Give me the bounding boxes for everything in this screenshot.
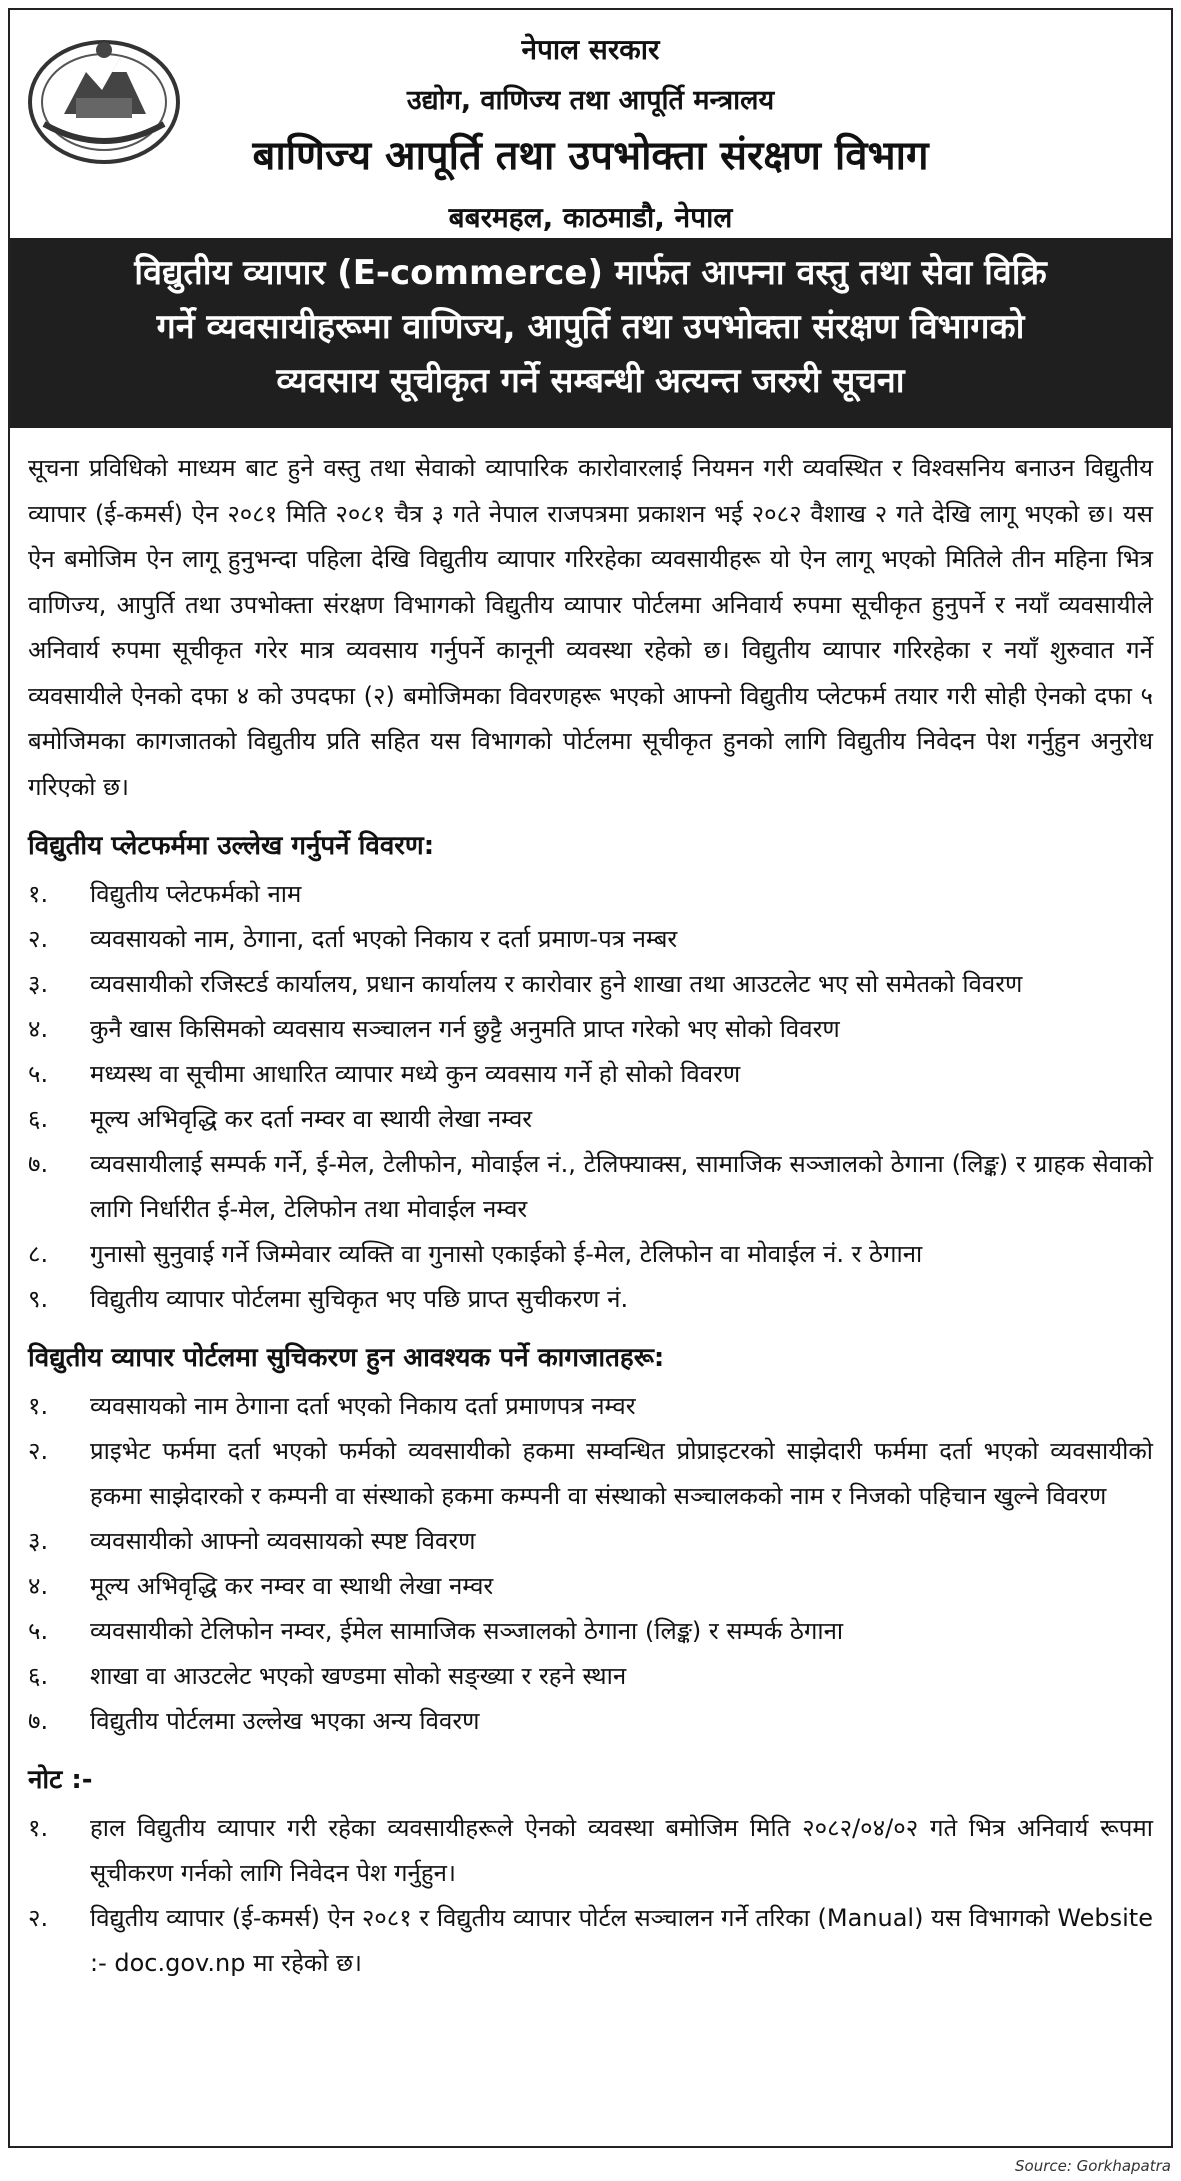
- ministry-name: उद्योग, वाणिज्य तथा आपूर्ति मन्त्रालय: [406, 85, 775, 116]
- item-number: ८.: [28, 1240, 49, 1268]
- item-text: व्यवसायको नाम, ठेगाना, दर्ता भएको निकाय र दर्ता प्रमाण-पत्र नम्बर: [90, 925, 678, 953]
- item-number: ४.: [28, 1015, 49, 1043]
- item-number: ४.: [28, 1572, 49, 1600]
- item-text: व्यवसायीलाई सम्पर्क गर्ने, ई-मेल, टेलीफोन, मोवाईल नं., टेलिफ्याक्स, सामाजिक सञ्जालको ठेगाना (लिङ्क) र ग्राहक सेवाको लागि निर्धारीत ई-मेल, टेलिफोन तथा मोवाईल नम्वर: [90, 1150, 1153, 1223]
- list-item: [28, 962, 1153, 1007]
- item-number: ६.: [28, 1105, 49, 1133]
- item-text: हाल विद्युतीय व्यापार गरी रहेका व्यवसायीहरूले ऐनको व्यवस्था बमोजिम मिति २०८२/०४/०२ गते भित्र अनिवार्य रूपमा सूचीकरण गर्नको लागि निवेदन पेश गर्नुहुन।: [90, 1814, 1153, 1887]
- banner-line: विद्युतीय व्यापार (E-commerce) मार्फत आफ्ना वस्तु तथा सेवा विक्रि: [134, 253, 1047, 293]
- item-text: व्यवसायीको रजिस्टर्ड कार्यालय, प्रधान कार्यालय र कारोवार हुने शाखा तथा आउटलेट भए सो समेतको विवरण: [90, 970, 1023, 998]
- department-address: बबरमहल, काठमाडौ, नेपाल: [448, 201, 733, 234]
- list-item: [28, 1232, 1153, 1277]
- list-item: [28, 1519, 1153, 1564]
- notice-frame: [8, 8, 1173, 2148]
- item-number: ७.: [28, 1150, 49, 1178]
- item-text: कुनै खास किसिमको व्यवसाय सञ्चालन गर्न छुट्टै अनुमति प्राप्त गरेको भए सोको विवरण: [90, 1015, 840, 1043]
- item-text: व्यवसायको नाम ठेगाना दर्ता भएको निकाय दर्ता प्रमाणपत्र नम्वर: [90, 1392, 636, 1420]
- item-text: विद्युतीय पोर्टलमा उल्लेख भएका अन्य विवरण: [90, 1707, 480, 1735]
- item-number: १.: [28, 1814, 49, 1842]
- list-item: [28, 1097, 1153, 1142]
- notice-body: [10, 428, 1171, 1986]
- list-item: [28, 1654, 1153, 1699]
- item-text: व्यवसायीको आफ्नो व्यवसायको स्पष्ट विवरण: [90, 1527, 476, 1555]
- item-number: १.: [28, 1392, 49, 1420]
- list-item: [28, 1384, 1153, 1429]
- list-item: [28, 1277, 1153, 1322]
- item-text: मूल्य अभिवृद्धि कर दर्ता नम्वर वा स्थायी लेखा नम्वर: [90, 1105, 533, 1133]
- intro-paragraph: सूचना प्रविधिको माध्यम बाट हुने वस्तु तथा सेवाको व्यापारिक कारोवारलाई नियमन गरी व्यवस्थित र विश्वसनिय बनाउन विद्युतीय व्यापार (ई-कमर्स) ऐन २०८१ मिति २०८१ चैत्र ३ गते नेपाल राजपत्रमा प्रकाशन भई २०८२ वैशाख २ गते देखि लागू भएको छ। यस ऐन बमोजिम ऐन लागू हुनुभन्दा पहिला देखि विद्युतीय व्यापार गरिरहेका व्यवसायीहरू यो ऐन लागू भएको मितिले तीन महिना भित्र वाणिज्य, आपुर्ति तथा उपभोक्ता संरक्षण विभागको विद्युतीय व्यापार पोर्टलमा अनिवार्य रुपमा सूचीकृत हुनुपर्ने र नयाँ व्यवसायीले अनिवार्य रुपमा सूचीकृत गरेर मात्र व्यवसाय गर्नुपर्ने कानूनी व्यवस्था रहेको छ। विद्युतीय व्यापार गरिरहेका र नयाँ शुरुवात गर्ने व्यवसायीले ऐनको दफा ४ को उपदफा (२) बमोजिमका विवरणहरू भएको आफ्नो विद्युतीय प्लेटफर्म तयार गरी सोही ऐनको दफा ५ बमोजिमका कागजातको विद्युतीय प्रति सहित यस विभागको पोर्टलमा सूचीकृत हुनको लागि विद्युतीय निवेदन पेश गर्नुहुन अनुरोध गरिएको छ।: [28, 454, 1153, 801]
- section1-list: [28, 872, 1153, 1322]
- item-number: ९.: [28, 1285, 49, 1313]
- list-item: [28, 1564, 1153, 1609]
- list-item: [28, 1007, 1153, 1052]
- note-title: नोट :-: [28, 1765, 93, 1795]
- notice-header: [10, 10, 1171, 238]
- list-item: [28, 1699, 1153, 1744]
- item-number: ७.: [28, 1707, 49, 1735]
- note-list: [28, 1806, 1153, 1986]
- item-number: ५.: [28, 1617, 49, 1645]
- government-name: नेपाल सरकार: [521, 33, 660, 66]
- list-item: [28, 1896, 1153, 1986]
- item-number: ६.: [28, 1662, 49, 1690]
- item-number: २.: [28, 1904, 49, 1932]
- banner-line: व्यवसाय सूचीकृत गर्ने सम्बन्धी अत्यन्त जरुरी सूचना: [276, 361, 905, 401]
- item-number: १.: [28, 880, 49, 908]
- item-text: गुनासो सुनुवाई गर्ने जिम्मेवार व्यक्ति वा गुनासो एकाईको ई-मेल, टेलिफोन वा मोवाईल नं. र ठेगाना: [90, 1240, 923, 1268]
- list-item: [28, 1806, 1153, 1896]
- list-item: [28, 1142, 1153, 1232]
- list-item: [28, 872, 1153, 917]
- banner-line: गर्ने व्यवसायीहरूमा वाणिज्य, आपुर्ति तथा उपभोक्ता संरक्षण विभागको: [156, 307, 1025, 347]
- item-text: मूल्य अभिवृद्धि कर नम्वर वा स्थाथी लेखा नम्वर: [90, 1572, 494, 1600]
- item-number: ३.: [28, 1527, 49, 1555]
- item-text: विद्युतीय प्लेटफर्मको नाम: [90, 880, 302, 908]
- item-text: व्यवसायीको टेलिफोन नम्वर, ईमेल सामाजिक सञ्जालको ठेगाना (लिङ्क) र सम्पर्क ठेगाना: [90, 1617, 844, 1645]
- item-text: शाखा वा आउटलेट भएको खण्डमा सोको सङ्ख्या र रहने स्थान: [90, 1662, 627, 1690]
- item-number: २.: [28, 1437, 49, 1465]
- item-number: ५.: [28, 1060, 49, 1088]
- list-item: [28, 917, 1153, 962]
- source-credit: Source: Gorkhapatra: [1015, 2157, 1171, 2175]
- list-item: [28, 1429, 1153, 1519]
- item-text: मध्यस्थ वा सूचीमा आधारित व्यापार मध्ये कुन व्यवसाय गर्ने हो सोको विवरण: [90, 1060, 741, 1088]
- notice-title-banner: [10, 238, 1171, 428]
- list-item: [28, 1052, 1153, 1097]
- section2-title: विद्युतीय व्यापार पोर्टलमा सुचिकरण हुन आवश्यक पर्ने कागजातहरू:: [28, 1343, 665, 1373]
- list-item: [28, 1609, 1153, 1654]
- section1-title: विद्युतीय प्लेटफर्ममा उल्लेख गर्नुपर्ने विवरण:: [28, 831, 435, 861]
- item-text: विद्युतीय व्यापार पोर्टलमा सुचिकृत भए पछि प्राप्त सुचीकरण नं.: [90, 1285, 629, 1313]
- section2-list: [28, 1384, 1153, 1744]
- item-number: २.: [28, 925, 49, 953]
- item-text: विद्युतीय व्यापार (ई-कमर्स) ऐन २०८१ र विद्युतीय व्यापार पोर्टल सञ्चालन गर्ने तरिका (Manual) यस विभागको Website :- doc.gov.np मा रहेको छ।: [90, 1904, 1153, 1977]
- department-name: बाणिज्य आपूर्ति तथा उपभोक्ता संरक्षण विभाग: [252, 133, 929, 179]
- item-text: प्राइभेट फर्ममा दर्ता भएको फर्मको व्यवसायीको हकमा सम्वन्धित प्रोप्राइटरको साझेदारी फर्ममा दर्ता भएको व्यवसायीको हकमा साझेदारको र कम्पनी वा संस्थाको हकमा कम्पनी वा संस्थाको सञ्चालकको नाम र निजको पहिचान खुल्ने विवरण: [90, 1437, 1153, 1510]
- item-number: ३.: [28, 970, 49, 998]
